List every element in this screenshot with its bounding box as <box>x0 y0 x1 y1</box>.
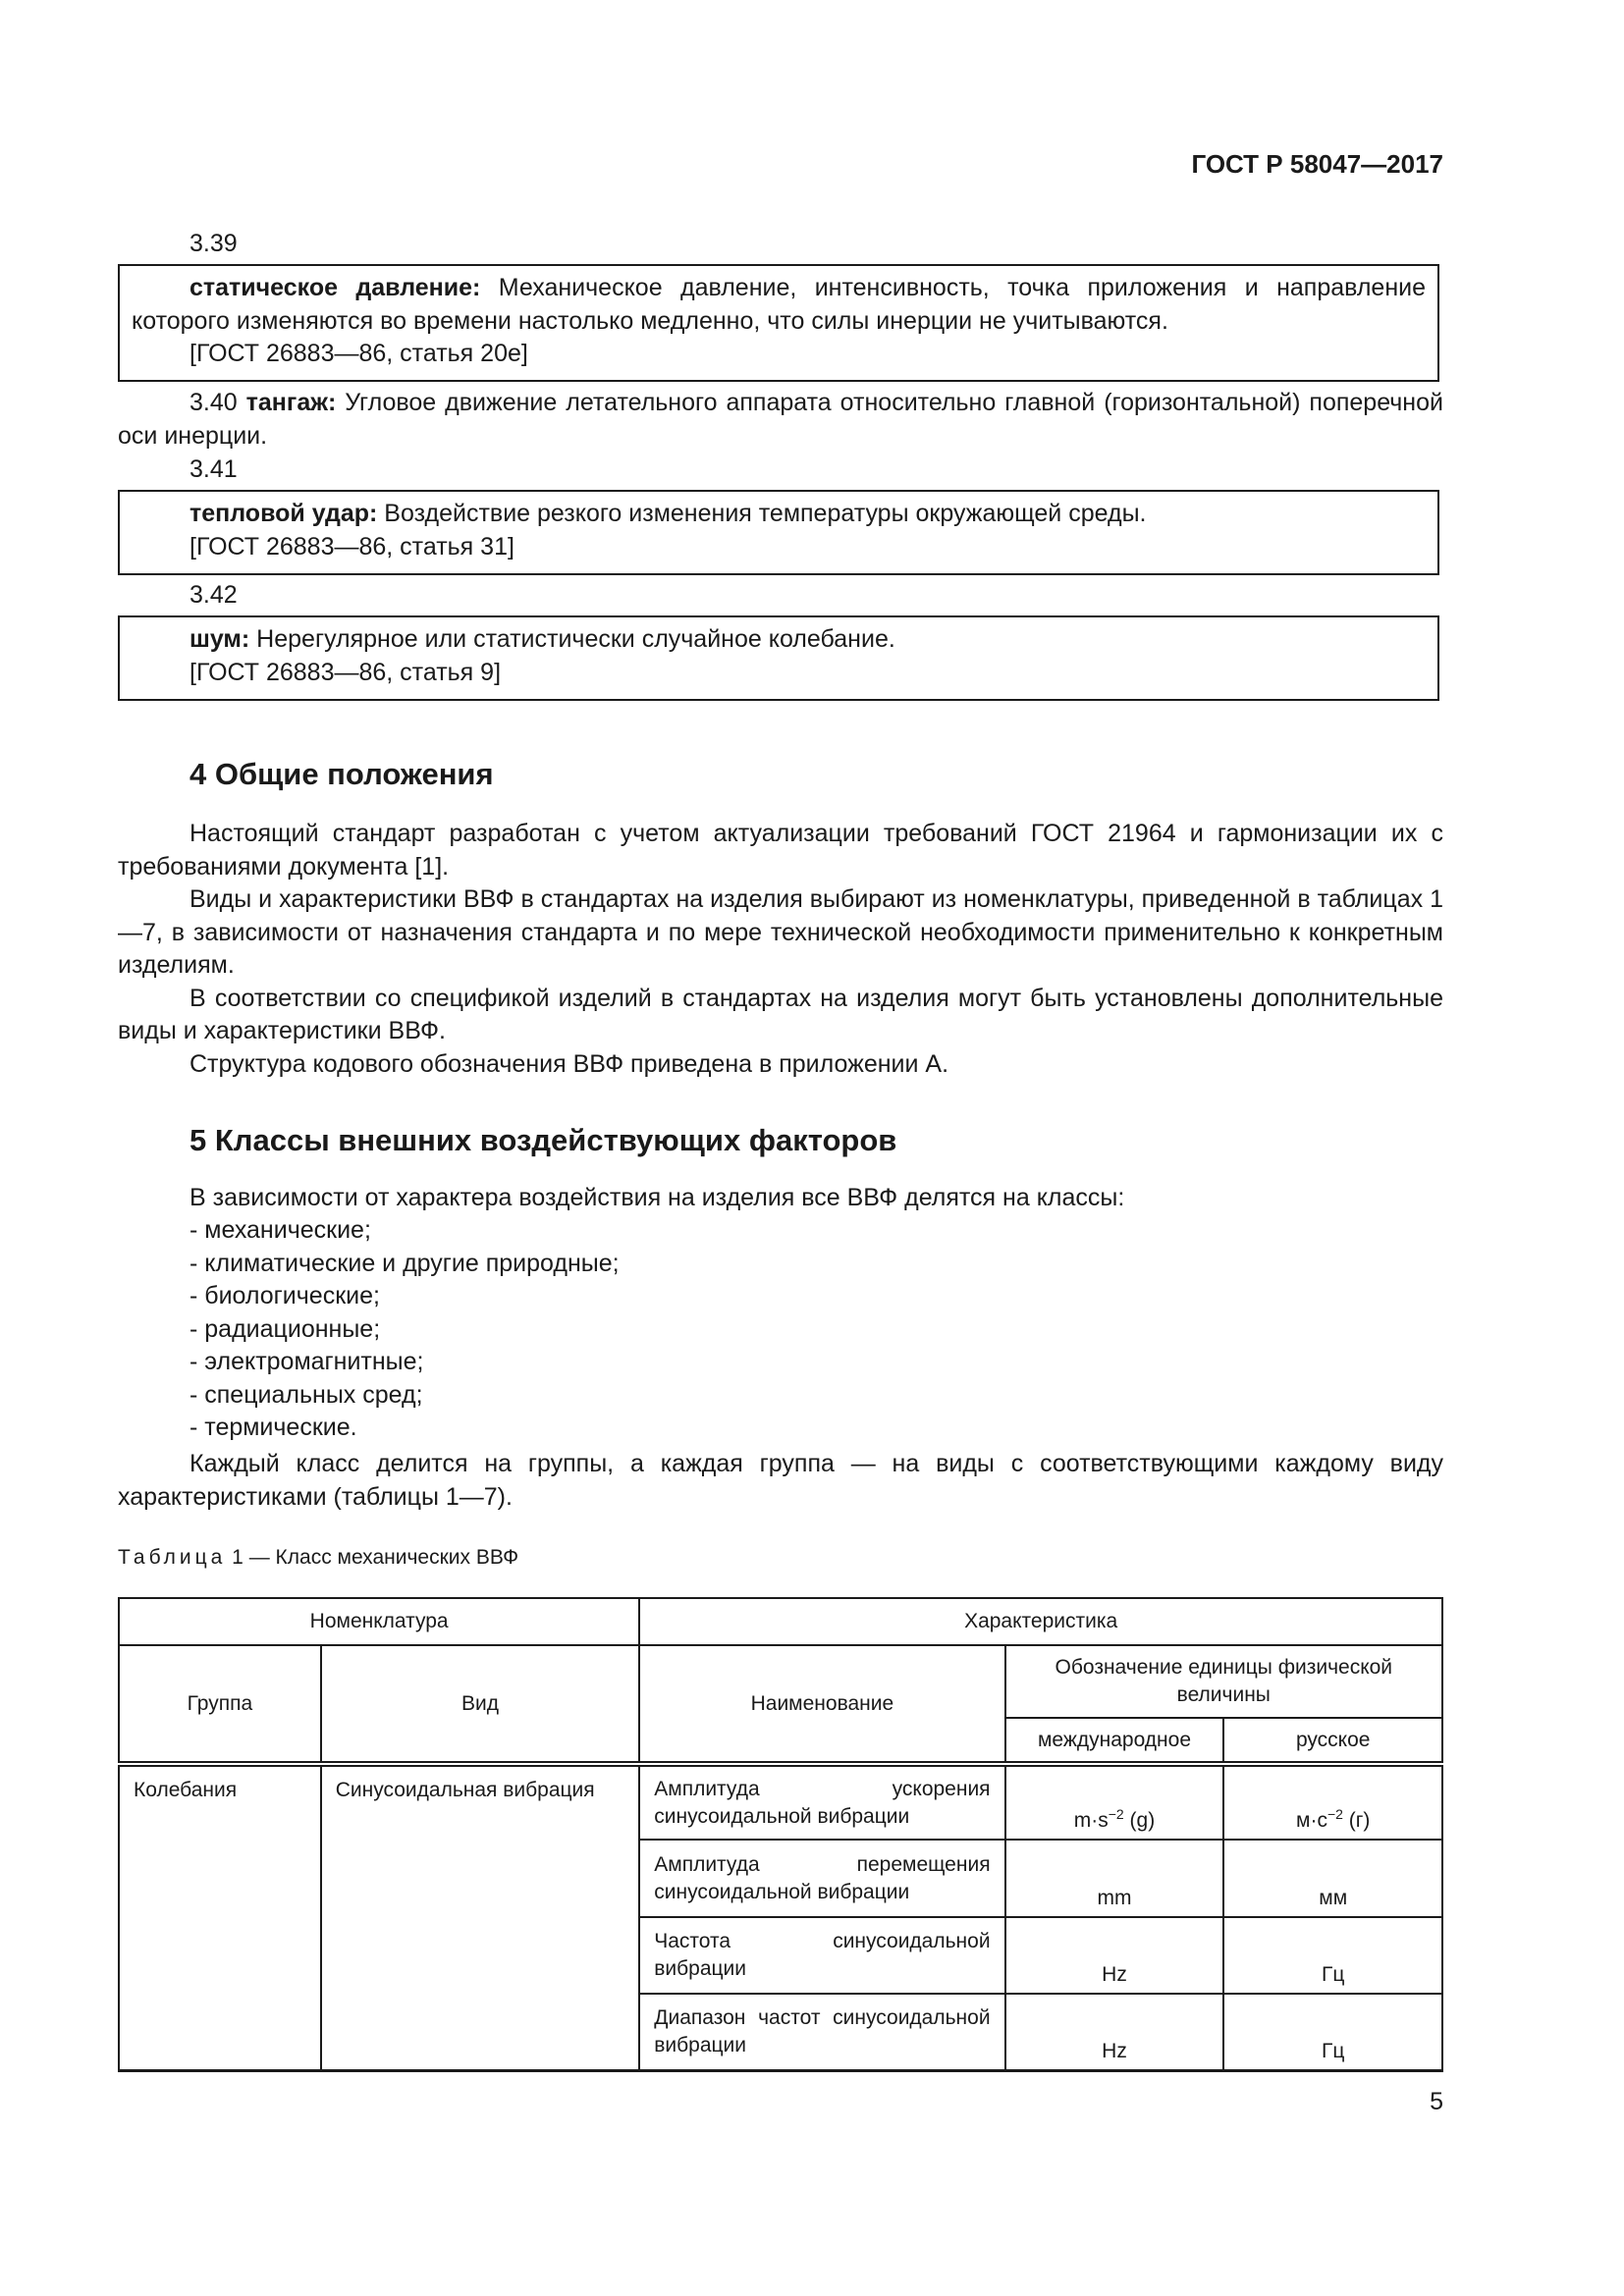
term-box <box>118 490 1439 575</box>
paragraph: В зависимости от характера воздействия на изделия все ВВФ делятся на классы: <box>189 1184 1125 1211</box>
term: тепловой удар: <box>189 500 378 527</box>
cell-intl: mm <box>1005 1840 1224 1917</box>
term-box <box>118 615 1439 701</box>
cell-intl: Hz <box>1005 1994 1224 2070</box>
page-number: 5 <box>1430 2088 1443 2115</box>
term-paragraph <box>118 387 1443 453</box>
list-item: - термические. <box>189 1414 357 1441</box>
term-reference: [ГОСТ 26883—86, статья 31] <box>189 532 514 561</box>
document-id: ГОСТ Р 58047—2017 <box>1191 149 1443 179</box>
paragraph: Структура кодового обозначения ВВФ приведена в приложении А. <box>189 1049 949 1078</box>
paragraph: Настоящий стандарт разработан с учетом актуализации требований ГОСТ 21964 и гармонизации их с требованиями документа [1]. <box>118 820 1443 881</box>
header-rus: русское <box>1223 1718 1442 1764</box>
list-item: - электромагнитные; <box>189 1348 424 1375</box>
header-nomenclature: Номенклатура <box>119 1598 639 1645</box>
cell-name: Диапазон частот синусоидальной вибрации <box>639 1994 1004 2070</box>
header-characteristic: Характеристика <box>639 1598 1442 1645</box>
term: шум: <box>189 625 250 653</box>
term-number: 3.40 <box>189 389 238 416</box>
class-list <box>189 1214 620 1445</box>
term-definition: Воздействие резкого изменения температуры окружающей среды. <box>377 500 1147 527</box>
term: статическое давление: <box>189 274 481 301</box>
term: тангаж: <box>245 389 337 416</box>
cell-rus: Гц <box>1223 1994 1442 2070</box>
cell-name: Частота синусоидальной вибрации <box>639 1917 1004 1994</box>
table-row <box>119 1764 1442 1840</box>
term-box <box>118 264 1439 382</box>
term-definition: Нерегулярное или статистически случайное колебание. <box>249 625 895 653</box>
term-number: 3.41 <box>189 455 238 483</box>
term-reference: [ГОСТ 26883—86, статья 9] <box>189 658 502 686</box>
table-caption <box>118 1546 518 1570</box>
section-heading: 5 Классы внешних воздействующих факторов <box>189 1123 897 1157</box>
cell-name: Амплитуда ускорения синусоидальной вибрации <box>639 1764 1004 1840</box>
paragraph: Каждый класс делится на группы, а каждая группа — на виды с соответствующими каждому виду характеристиками (таблицы 1—7). <box>118 1450 1443 1511</box>
cell-intl: $m\cdot s^{-2}$ (g) <box>1005 1764 1224 1840</box>
term-reference: [ГОСТ 26883—86, статья 20е] <box>189 340 528 367</box>
header-unit: Обозначение единицы физической величины <box>1005 1645 1442 1718</box>
list-item: - биологические; <box>189 1282 380 1309</box>
section-heading: 4 Общие положения <box>189 757 494 791</box>
cell-rus: Гц <box>1223 1917 1442 1994</box>
cell-rus: мм <box>1223 1840 1442 1917</box>
table-mechanical-factors <box>118 1597 1443 2072</box>
term-number: 3.39 <box>189 230 238 257</box>
cell-rus: $м\cdot с^{-2}$ (г) <box>1223 1764 1442 1840</box>
list-item: - радиационные; <box>189 1314 381 1343</box>
cell-kind: Синусоидальная вибрация <box>321 1764 640 2070</box>
section-body <box>0 818 1443 1081</box>
term-definition: Угловое движение летательного аппарата относительно главной (горизонтальной) поперечной оси инерции. <box>118 389 1443 450</box>
header-kind: Вид <box>321 1645 640 1764</box>
paragraph: Виды и характеристики ВВФ в стандартах на изделия выбирают из номенклатуры, приведенной в таблицах 1—7, в зависимости от назначения стандарта и по мере технической необходимости применительно к конкретным изделиям. <box>118 885 1443 979</box>
header-group: Группа <box>119 1645 321 1764</box>
list-item: - специальных сред; <box>189 1380 423 1409</box>
header-name: Наименование <box>639 1645 1004 1764</box>
cell-intl: Hz <box>1005 1917 1224 1994</box>
paragraph: В соответствии со спецификой изделий в стандартах на изделия могут быть установлены дополнительные виды и характеристики ВВФ. <box>118 984 1443 1044</box>
caption-label: Таблица <box>118 1546 227 1569</box>
term-definition: Механическое давление, интенсивность, точка приложения и направление которого изменяются во времени настолько медленно, что силы инерции не учитываются. <box>132 274 1426 335</box>
cell-group: Колебания <box>119 1764 321 2070</box>
list-item: - климатические и другие природные; <box>189 1249 620 1277</box>
term-number: 3.42 <box>189 581 238 609</box>
cell-name: Амплитуда перемещения синусоидальной вибрации <box>639 1840 1004 1917</box>
list-item: - механические; <box>189 1216 371 1244</box>
header-intl: международное <box>1005 1718 1224 1764</box>
caption-title: 1 — Класс механических ВВФ <box>226 1546 519 1569</box>
